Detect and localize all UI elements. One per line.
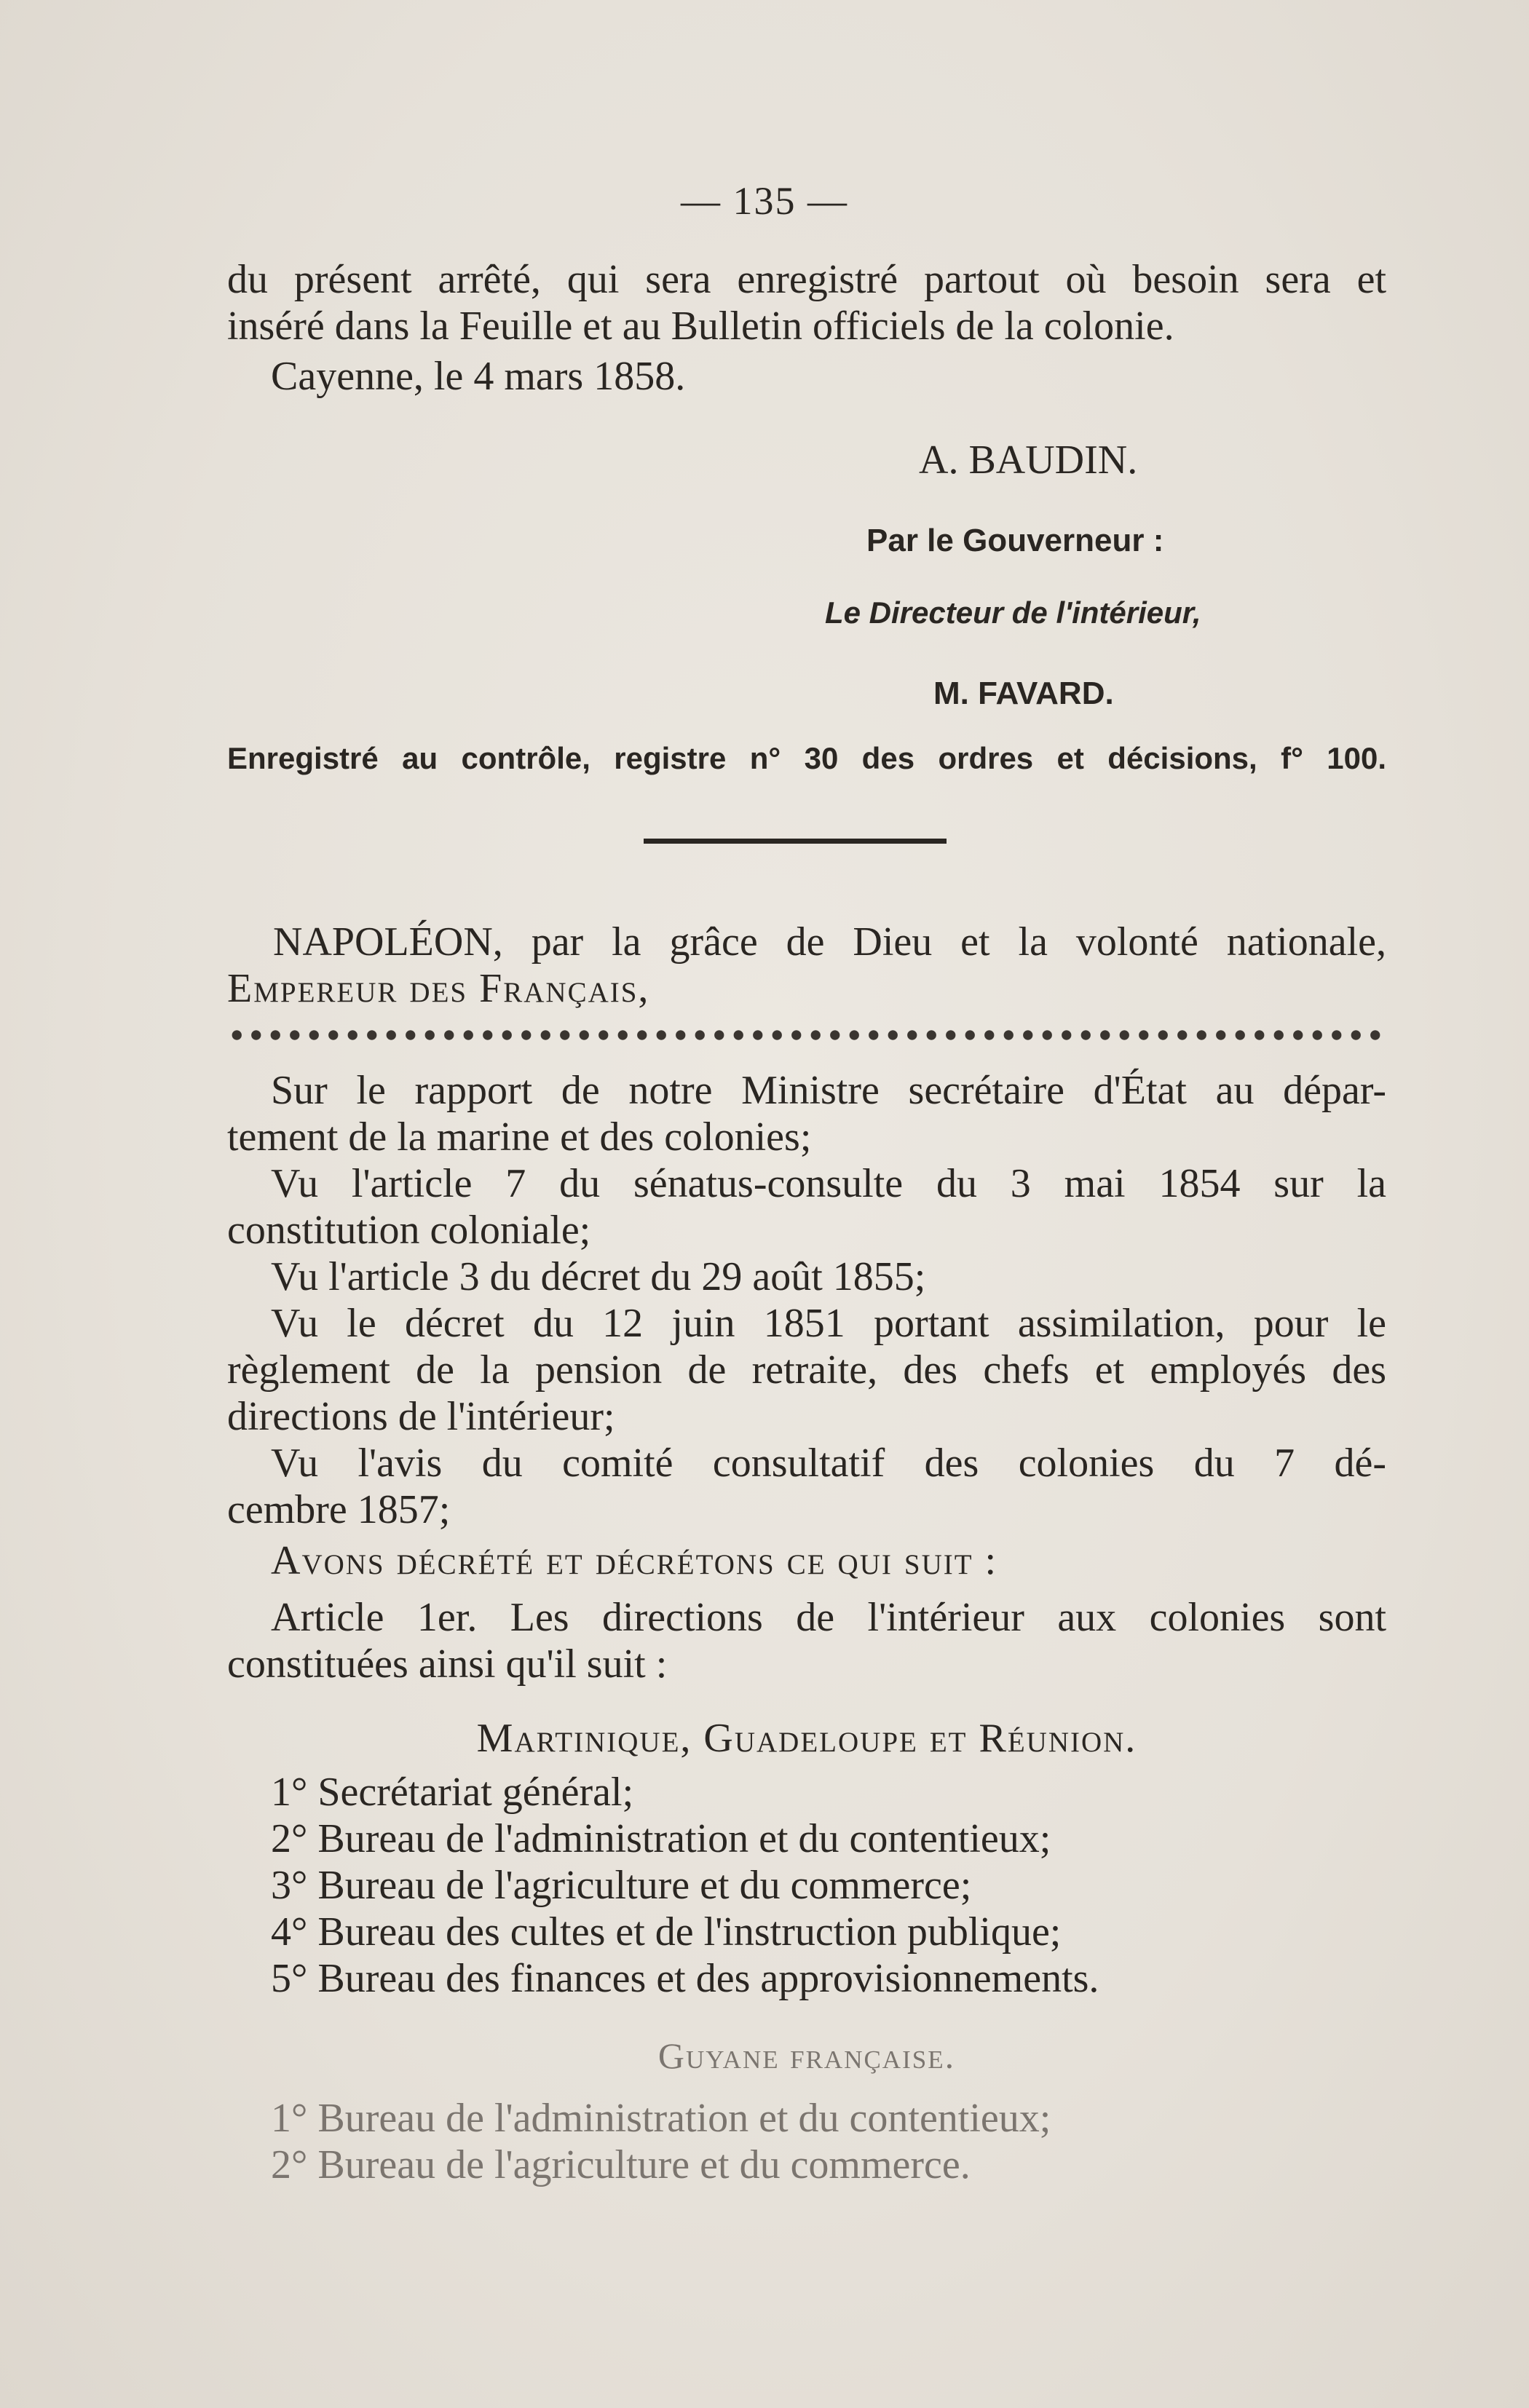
bureau-item: 5° Bureau des finances et des approvisionnements. [271,1956,1099,2001]
signatory-name: A. BAUDIN. [919,437,1138,483]
bureau-item: 1° Secrétariat général; [271,1770,634,1815]
par-le-gouverneur: Par le Gouverneur : [866,523,1164,558]
closing-line-1: du présent arrêté, qui sera enregistré partout où besoin sera et [227,257,1386,302]
enacting-formula: Avons décrété et décrétons ce qui suit : [271,1538,998,1583]
director-title: Le Directeur de l'intérieur, [825,595,1201,630]
considerant-line: Sur le rapport de notre Ministre secrétaire d'État au dépar- [271,1068,1386,1113]
considerant-line: Vu l'article 3 du décret du 29 août 1855; [271,1254,926,1299]
dateline: Cayenne, le 4 mars 1858. [271,354,686,399]
heading-martinique: Martinique, Guadeloupe et Réunion. [476,1716,1137,1761]
dotted-elision-line [227,1028,1386,1042]
preamble-line-1: NAPOLÉON, par la grâce de Dieu et la volonté nationale, [273,919,1386,965]
bureau-item: 3° Bureau de l'agriculture et du commerce; [271,1863,972,1908]
considerant-line: Vu l'avis du comité consultatif des colonies du 7 dé- [271,1441,1386,1486]
considerant-line: directions de l'intérieur; [227,1394,615,1439]
bureau-item: 2° Bureau de l'administration et du contentieux; [271,1816,1051,1861]
considerant-line: Vu l'article 7 du sénatus-consulte du 3 mai 1854 sur la [271,1161,1386,1206]
director-name: M. FAVARD. [933,676,1114,711]
considerant-line: constitution coloniale; [227,1208,591,1253]
article-1-line-2: constituées ainsi qu'il suit : [227,1641,668,1687]
preamble-line-2: Empereur des Français, [227,966,650,1011]
page-number: — 135 — [681,179,848,223]
registration-note: Enregistré au contrôle, registre n° 30 des ordres et décisions, f° 100. [227,741,1386,775]
considerant-line: cembre 1857; [227,1487,451,1532]
bureau-item: 2° Bureau de l'agriculture et du commerce. [271,2142,971,2187]
closing-line-2: inséré dans la Feuille et au Bulletin officiels de la colonie. [227,304,1174,349]
bureau-item: 1° Bureau de l'administration et du contentieux; [271,2096,1051,2141]
article-1-line-1: Article 1er. Les directions de l'intérieur aux colonies sont [271,1595,1386,1640]
considerant-line: Vu le décret du 12 juin 1851 portant assimilation, pour le [271,1301,1386,1346]
heading-guyane: Guyane française. [657,2035,956,2076]
bureau-item: 4° Bureau des cultes et de l'instruction publique; [271,1909,1062,1954]
section-divider [644,839,947,844]
considerant-line: règlement de la pension de retraite, des chefs et employés des [227,1347,1386,1393]
considerant-line: tement de la marine et des colonies; [227,1114,812,1160]
